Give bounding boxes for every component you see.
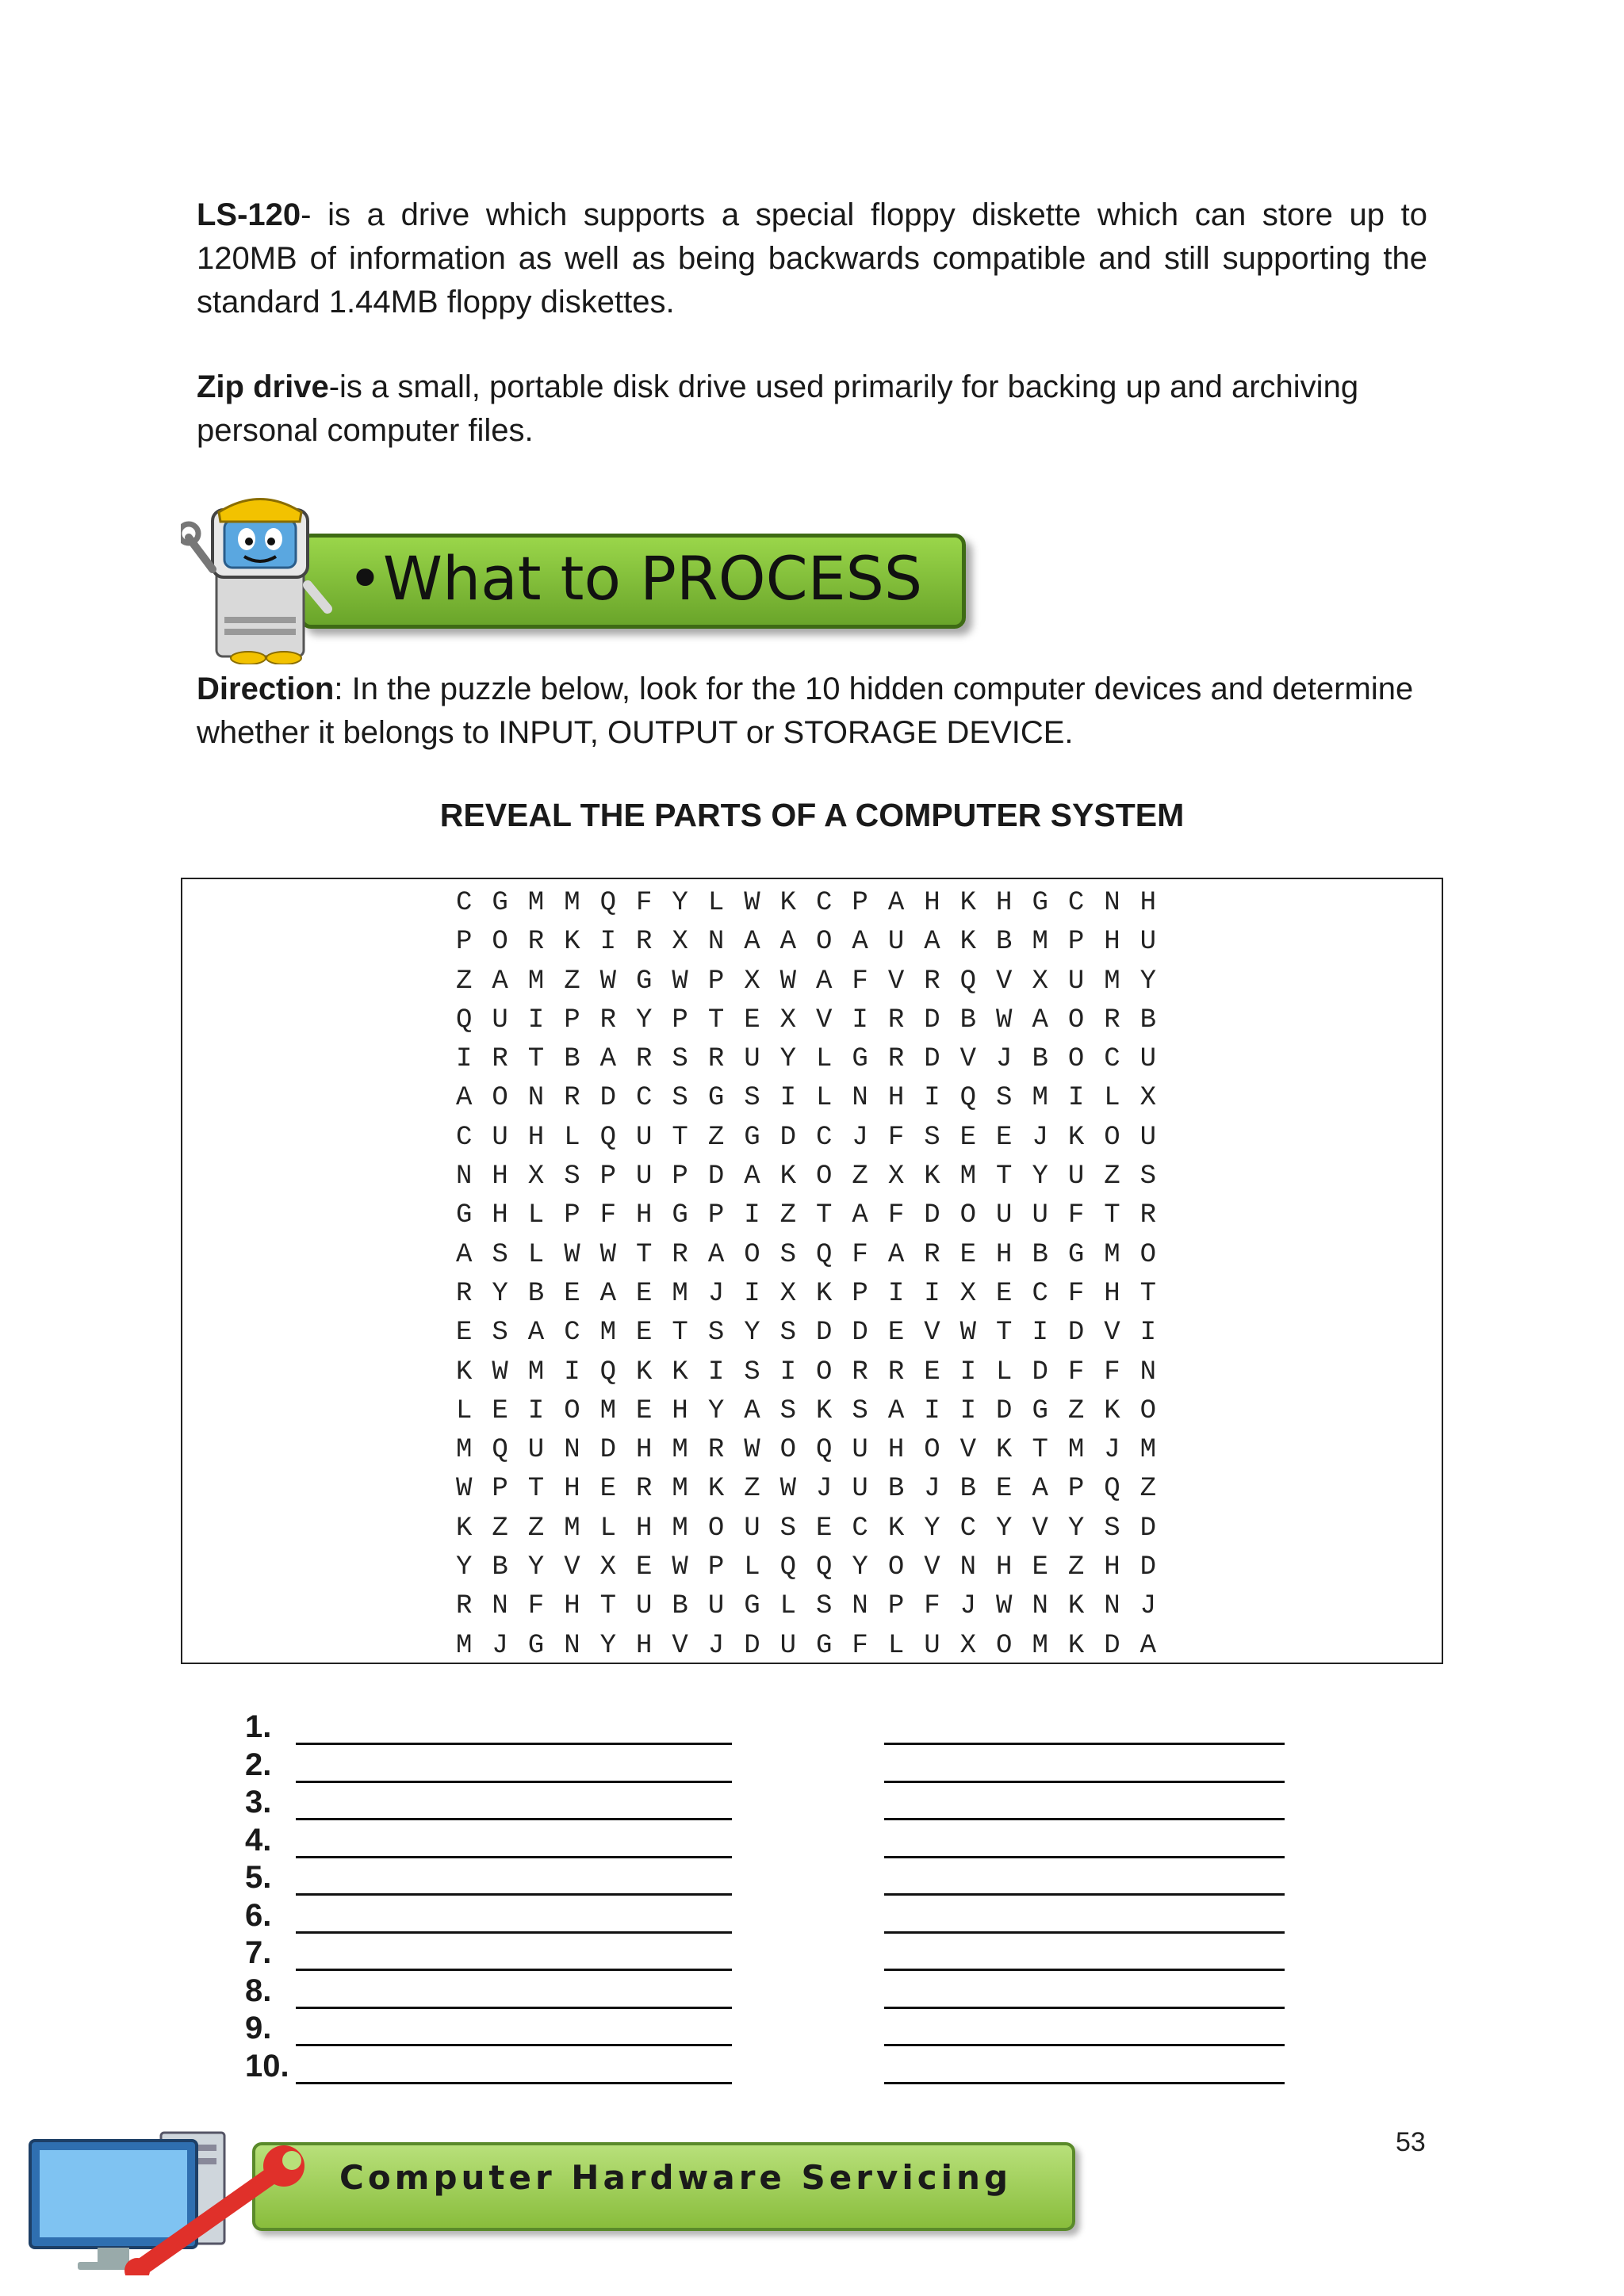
answer-blank-device[interactable]	[296, 2044, 732, 2046]
answer-row	[0, 1784, 1624, 1821]
grid-row: KWMIQKKISIORREILDFFN	[456, 1357, 1177, 1387]
answer-number: 6.	[245, 1897, 272, 1933]
answer-blank-device[interactable]	[296, 1893, 732, 1896]
answer-blank-category[interactable]	[884, 1818, 1285, 1820]
computer-mascot-icon	[181, 490, 347, 664]
answer-blank-device[interactable]	[296, 2007, 732, 2009]
answer-row	[0, 1859, 1624, 1896]
zip-drive-term: Zip drive	[197, 369, 329, 404]
footer-banner	[22, 2117, 1077, 2275]
what-to-process-banner	[181, 490, 982, 664]
grid-row: MJGNYHVJDUGFLUXOMKDA	[456, 1630, 1177, 1661]
answer-number: 7.	[245, 1935, 272, 1970]
answer-number: 8.	[245, 1973, 272, 2008]
grid-row: WPTHERMKZWJUBJBEAPQZ	[456, 1474, 1177, 1505]
answer-blank-device[interactable]	[296, 1969, 732, 1971]
answer-row	[0, 1709, 1624, 1746]
answer-blank-category[interactable]	[884, 2007, 1285, 2009]
answer-number: 5.	[245, 1860, 272, 1895]
ls120-term: LS-120	[197, 197, 301, 232]
answer-blank-category[interactable]	[884, 1856, 1285, 1858]
grid-row: CUHLQUTZGDCJFSEEJKOU	[456, 1122, 1177, 1153]
answer-blank-category[interactable]	[884, 1893, 1285, 1896]
answer-row	[0, 1897, 1624, 1934]
answer-blank-device[interactable]	[296, 1818, 732, 1820]
zip-drive-paragraph	[197, 365, 1427, 453]
grid-row: GHLPFHGPIZTAFDOUUFTR	[456, 1200, 1177, 1231]
answer-blank-category[interactable]	[884, 2082, 1285, 2084]
answer-blank-category[interactable]	[884, 1969, 1285, 1971]
answer-blank-device[interactable]	[296, 1743, 732, 1745]
grid-row: RNFHTUBUGLSNPFJWNKNJ	[456, 1591, 1177, 1622]
grid-row: ASLWWTRAOSQFAREHBGMO	[456, 1239, 1177, 1270]
answer-row	[0, 2048, 1624, 2085]
answer-number: 1.	[245, 1709, 272, 1744]
grid-row: KZZMLHMOUSECKYCYVYSD	[456, 1513, 1177, 1544]
grid-row: AONRDCSGSILNHIQSMILX	[456, 1083, 1177, 1114]
grid-row: NHXSPUPDAKOZXKMTYUZS	[456, 1161, 1177, 1192]
grid-row: IRTBARSRUYLGRDVJBOCU	[456, 1044, 1177, 1075]
footer-label: Computer Hardware Servicing	[339, 2158, 1013, 2197]
answer-blank-device[interactable]	[296, 1856, 732, 1858]
answer-blank-category[interactable]	[884, 1781, 1285, 1783]
ls120-definition: - is a drive which supports a special floppy diskette which can store up to 120MB of information as well as being backwards compatible and still supporting the standard 1.44MB floppy diskettes.	[197, 197, 1427, 320]
grid-row: LEIOMEHYASKSAIIDGZKO	[456, 1395, 1177, 1426]
grid-row: QUIPRYPTEXVIRDBWAORB	[456, 1004, 1177, 1035]
computer-wrench-icon	[22, 2117, 355, 2275]
puzzle-title: REVEAL THE PARTS OF A COMPUTER SYSTEM	[439, 797, 1185, 833]
answer-row	[0, 1747, 1624, 1784]
answer-lines	[0, 1709, 1624, 2089]
answer-blank-device[interactable]	[296, 1931, 732, 1934]
direction-paragraph	[197, 668, 1427, 755]
grid-row: ESACMETSYSDDEVWTIDVI	[456, 1318, 1177, 1349]
answer-number: 4.	[245, 1822, 272, 1858]
direction-term: Direction	[197, 672, 335, 706]
word-search-box	[181, 878, 1443, 1664]
grid-row: CGMMQFYLWKCPAHKHGCNH	[456, 888, 1177, 918]
answer-blank-device[interactable]	[296, 2082, 732, 2084]
answer-blank-category[interactable]	[884, 2044, 1285, 2046]
answer-row	[0, 1822, 1624, 1859]
grid-row: RYBEAEMJIXKPIIXECFHT	[456, 1278, 1177, 1309]
grid-row: ZAMZWGWPXWAFVRQVXUMY	[456, 966, 1177, 997]
answer-blank-category[interactable]	[884, 1931, 1285, 1934]
grid-row: MQUNDHMRWOQUHOVKTMJM	[456, 1435, 1177, 1466]
answer-number: 2.	[245, 1747, 272, 1782]
word-search-grid	[456, 884, 1176, 1666]
answer-blank-category[interactable]	[884, 1743, 1285, 1745]
zip-drive-definition: -is a small, portable disk drive used primarily for backing up and archiving personal computer files.	[197, 369, 1359, 448]
ls120-paragraph	[197, 193, 1427, 324]
answer-row	[0, 1973, 1624, 2010]
grid-row: YBYVXEWPLQQYOVNHEZHD	[456, 1552, 1177, 1583]
banner-label: •What to PROCESS	[347, 543, 923, 614]
direction-text: : In the puzzle below, look for the 10 hidden computer devices and determine whether it belongs to INPUT, OUTPUT or STORAGE DEVICE.	[197, 672, 1414, 750]
answer-row	[0, 2010, 1624, 2047]
answer-row	[0, 1934, 1624, 1972]
answer-number: 3.	[245, 1785, 272, 1820]
page-number: 53	[1396, 2127, 1426, 2157]
answer-number: 9.	[245, 2011, 272, 2045]
grid-row: PORKIRXNAAOAUAKBMPHU	[456, 927, 1177, 958]
answer-blank-device[interactable]	[296, 1781, 732, 1783]
answer-number: 10.	[245, 2048, 289, 2084]
